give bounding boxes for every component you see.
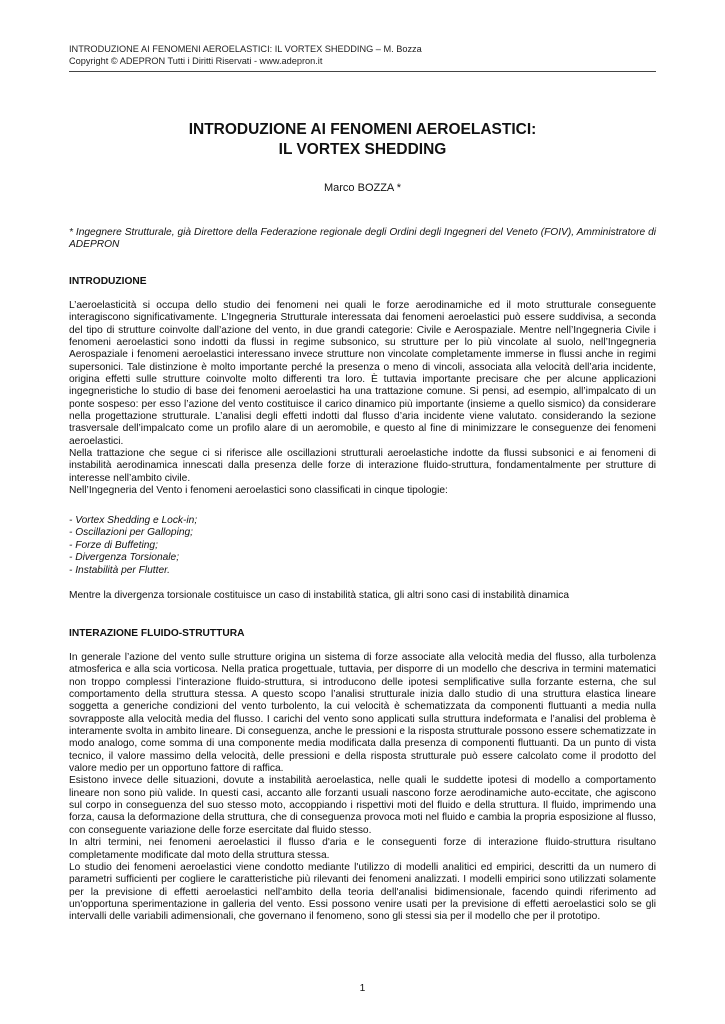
aeroelastic-phenomena-list <box>69 515 656 577</box>
list-item: - Instabilità per Flutter. <box>69 564 170 576</box>
running-header-copyright: Copyright © ADEPRON Tutti i Diritti Riservati - www.adepron.it <box>69 55 323 66</box>
interaction-paragraph-2: Esistono invece delle situazioni, dovute a instabilità aeroelastica, nelle quali le suddette ipotesi di modello a comportamento lineare non sono più valide. In questi casi, accanto alle forzanti usuali nascono forze aerodinamiche auto-eccitate, che agiscono sul corpo in conseguenza del suo stesso moto, accoppiando i rispettivi moti del fluido e della struttura. Il fluido, imprimendo una forza, causa la deformazione della struttura, che di conseguenza provoca moti nel fluido e cambia la propria esposizione al flusso, con conseguente variazione delle forze esercitate dal fluido stesso. <box>69 775 656 836</box>
intro-paragraph-3: Nell’Ingegneria del Vento i fenomeni aeroelastici sono classificati in cinque tipologie: <box>69 485 448 497</box>
intro-paragraph-1: L’aeroelasticità si occupa dello studio dei fenomeni nei quali le forze aerodinamiche ed il moto strutturale conseguente interagiscono significativamente. L’Ingegneria Strutturale interessata dai fenomeni aeroelastici può essere suddivisa, a seconda del tipo di strutture coinvolte dall’azione del vento, in due grandi categorie: Civile e Aerospaziale. Mentre nell’Ingegneria Civile i fenomeni aeroelastici sono indotti da flussi in regime subsonico, su strutture per lo più vincolate al suolo, nell’Ingegneria Aerospaziale i fenomeni aeroelastici interessano invece strutture non vincolate completamente immerse in flussi anche in regimi supersonici. Tale distinzione è molto importante perché la presenza o meno di vincoli, associata alla velocità dell’aria incidente, origina effetti sulle strutture coinvolte molto differenti tra loro. È tuttavia importante precisare che per alcune applicazioni ingegneristiche lo studio di base dei fenomeni aeroelastici ha una trattazione comune. Si pensi, ad esempio, all’impalcato di un ponte sospeso: per esso l’azione del vento costituisce il carico dinamico più importante (insieme a quello sismico) da considerare nella progettazione strutturale. L’analisi degli effetti indotti dal flusso d’aria incidente viene valutato. considerando la sezione trasversale dell’impalcato come un profilo alare di un aeromobile, e questo al fine di minimizzare le conseguenze dei fenomeni aeroelastici. <box>69 300 656 447</box>
list-item: - Vortex Shedding e Lock-in; <box>69 515 198 526</box>
author-name: Marco BOZZA * <box>323 182 402 194</box>
list-item: - Forze di Buffeting; <box>69 539 158 551</box>
interaction-paragraph-4: Lo studio dei fenomeni aeroelastici viene condotto mediante l'utilizzo di modelli analitici ed empirici, descritti da un numero di parametri sufficienti per cogliere le caratteristiche più rilevanti dei fenomeni analizzati. I modelli empirici sono utilizzati solamente per la previsione di effetti aeroelastici nell'ambito della teoria dell'analisi bidimensionale, facendo quindi riferimento ad un'opportuna sperimentazione in galleria del vento. Essi possono venire usati per la previsione di effetti aeroelastici solo se gli intervalli delle variabili adimensionali, che governano il fenomeno, sono gli stessi sia per il modello che per il prototipo. <box>69 861 656 923</box>
section-heading-introduzione: INTRODUZIONE <box>69 276 147 287</box>
interaction-body <box>69 652 656 924</box>
list-item: - Divergenza Torsionale; <box>69 552 180 564</box>
document-title-line-1: INTRODUZIONE AI FENOMENI AEROELASTICI: <box>188 121 537 138</box>
header-divider <box>69 71 656 72</box>
intro-paragraph-4: Mentre la divergenza torsionale costituisce un caso di instabilità statica, gli altri sono casi di instabilità dinamica <box>69 590 570 601</box>
intro-closing <box>69 590 656 602</box>
running-header-title: INTRODUZIONE AI FENOMENI AEROELASTICI: IL VORTEX SHEDDING – M. Bozza <box>69 44 422 54</box>
running-header <box>69 44 656 67</box>
interaction-paragraph-1: In generale l’azione del vento sulle strutture origina un sistema di forze associate alla velocità media del flusso, alla turbolenza atmosferica e alla scia vorticosa. Nella pratica progettuale, tuttavia, per disporre di un modello che descriva in termini matematici non troppo complessi l’interazione fluido-struttura, si introducono delle ipotesi semplificative sulla forzante esterna, che sul comportamento della struttura stessa. A questo scopo l’analisi strutturale inizia dallo studio di una struttura elastica lineare soggetta a generiche condizioni del vento turbolento, la cui velocità è schematizzata da componenti fluttuanti a media nulla sovrapposte alla velocità media del flusso. I carichi del vento sono applicati sulla struttura indeformata e l’analisi del problema è interamente svolta in ambito lineare. Di conseguenza, anche le pressioni e la risposta strutturale possono essere schematizzate in modo analogo, come somma di una componente media modificata dalla presenza di componenti fluttuanti. Da un punto di vista tecnico, il valore massimo della velocità, delle pressioni e della risposta strutturale può essere calcolato come il prodotto del valore medio per un opportuno fattore di raffica. <box>69 652 656 775</box>
intro-paragraph-2: Nella trattazione che segue ci si riferisce alle oscillazioni strutturali aeroelastiche indotte da flussi subsonici e ai fenomeni di instabilità aerodinamica innescati dalla presenza delle forze di interazione fluido-struttura, fondamentalmente per strutture di interesse nell’ambito civile. <box>69 448 656 484</box>
intro-body <box>69 300 656 498</box>
section-heading-interazione: INTERAZIONE FLUIDO-STRUTTURA <box>69 628 245 639</box>
author-affiliation: * Ingegnere Strutturale, già Direttore della Federazione regionale degli Ordini degli Ingegneri del Veneto (FOIV), Amministratore di ADEPRON <box>69 227 656 251</box>
interaction-paragraph-3: In altri termini, nei fenomeni aeroelastici il flusso d'aria e le conseguenti forze di interazione fluido-struttura risultano completamente modificate dal moto della struttura stessa. <box>69 837 656 861</box>
page-number: 1 <box>359 983 366 994</box>
document-title-line-2: IL VORTEX SHEDDING <box>278 141 447 158</box>
list-item: - Oscillazioni per Galloping; <box>69 527 194 539</box>
document-title <box>69 120 656 160</box>
